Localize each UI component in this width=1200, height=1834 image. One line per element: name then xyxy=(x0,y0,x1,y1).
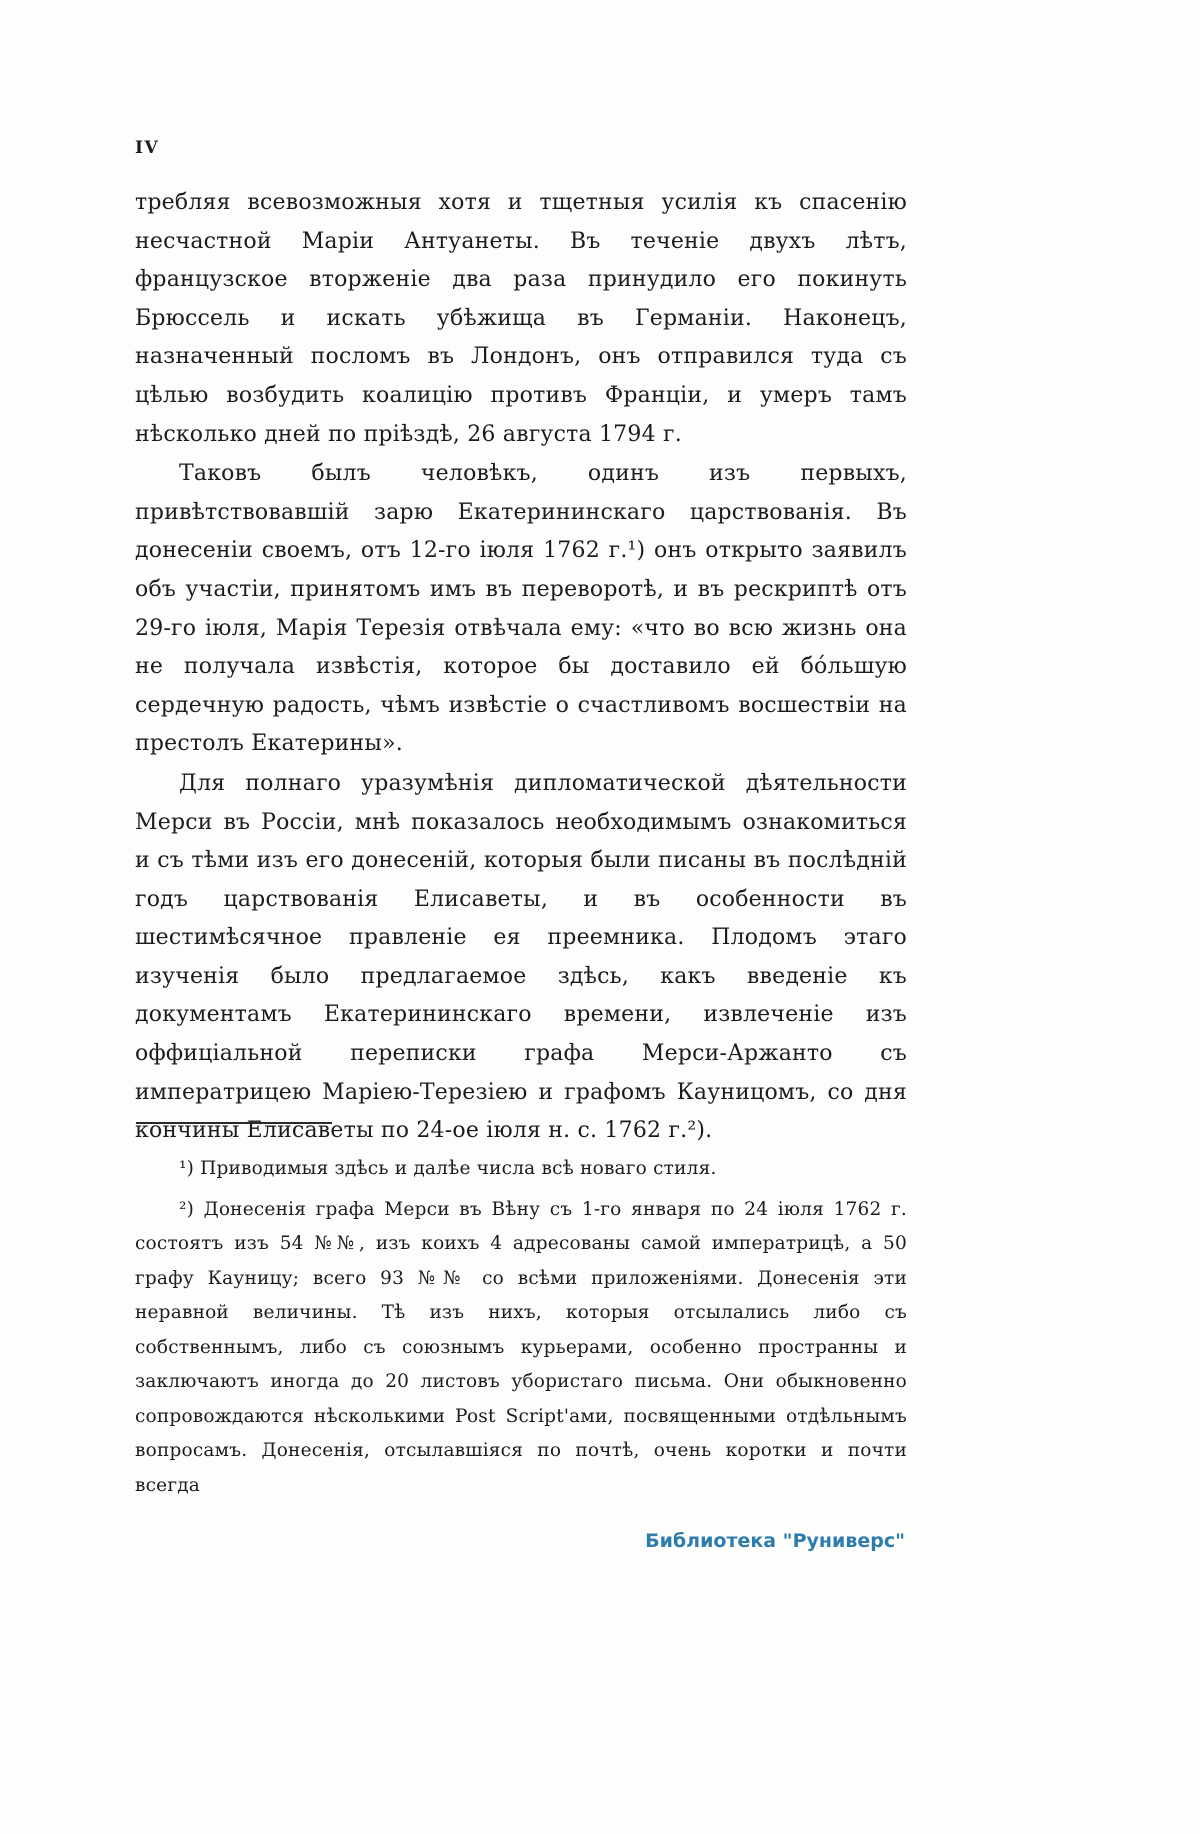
footnotes-block xyxy=(135,1152,907,1503)
footnote-divider xyxy=(136,1122,332,1124)
page-number: IV xyxy=(135,138,160,158)
body-text xyxy=(135,184,907,1151)
footnote: ¹) Приводимыя здѣсь и далѣе числа всѣ новаго стиля. xyxy=(179,1158,717,1179)
body-paragraph: Таковъ былъ человѣкъ, одинъ изъ первыхъ, привѣтствовавшій зарю Екатерининскаго царствованія. Въ донесеніи своемъ, отъ 12-го іюля 1762 г.¹) онъ открыто заявилъ объ участіи, принятомъ имъ въ переворотѣ, и въ рескриптѣ отъ 29-го іюля, Марія Терезія отвѣчала ему: «что во всю жизнь она не получала извѣстія, которое бы доставило ей бо́льшую сердечную радость, чѣмъ извѣстіе о счастливомъ восшествіи на престолъ Екатерины». xyxy=(135,461,907,757)
footnote: ²) Донесенія графа Мерси въ Вѣну съ 1-го января по 24 іюля 1762 г. состоятъ изъ 54 №№, изъ коихъ 4 адресованы самой императрицѣ, а 50 графу Кауницу; всего 93 №№ со всѣми приложеніями. Донесенія эти неравной величины. Тѣ изъ нихъ, которыя отсылались либо съ собственнымъ, либо съ союзнымъ курьерами, особенно пространны и заключаютъ иногда до 20 листовъ убористаго письма. Они обыкновенно сопровождаются нѣсколькими Post Script'ами, посвященными отдѣльнымъ вопросамъ. Донесенія, отсылавшіяся по почтѣ, очень коротки и почти всегда xyxy=(135,1198,907,1496)
body-paragraph: требляя всевозможныя хотя и тщетныя усилія къ спасенію несчастной Маріи Антуанеты. Въ теченіе двухъ лѣтъ, французское вторженіе два раза принудило его покинуть Брюссель и искать убѣжища въ Германіи. Наконецъ, назначенный посломъ въ Лондонъ, онъ отправился туда съ цѣлью возбудить коалицію противъ Франціи, и умеръ тамъ нѣсколько дней по пріѣздѣ, 26 августа 1794 г. xyxy=(135,190,907,447)
library-watermark: Библиотека "Руниверс" xyxy=(645,1530,905,1552)
body-paragraph: Для полнаго уразумѣнія дипломатической дѣятельности Мерси въ Россіи, мнѣ показалось необходимымъ ознакомиться и съ тѣми изъ его донесеній, которыя были писаны въ послѣдній годъ царствованія Елисаветы, и въ особенности въ шестимѣсячное правленіе ея преемника. Плодомъ этаго изученія было предлагаемое здѣсь, какъ введеніе къ документамъ Екатерининскаго времени, извлеченіе изъ оффиціальной переписки графа Мерси-Аржанто съ императрицею Маріею-Терезіею и графомъ Кауницомъ, со дня кончины Елисаветы по 24-ое іюля н. с. 1762 г.²). xyxy=(135,770,907,1144)
